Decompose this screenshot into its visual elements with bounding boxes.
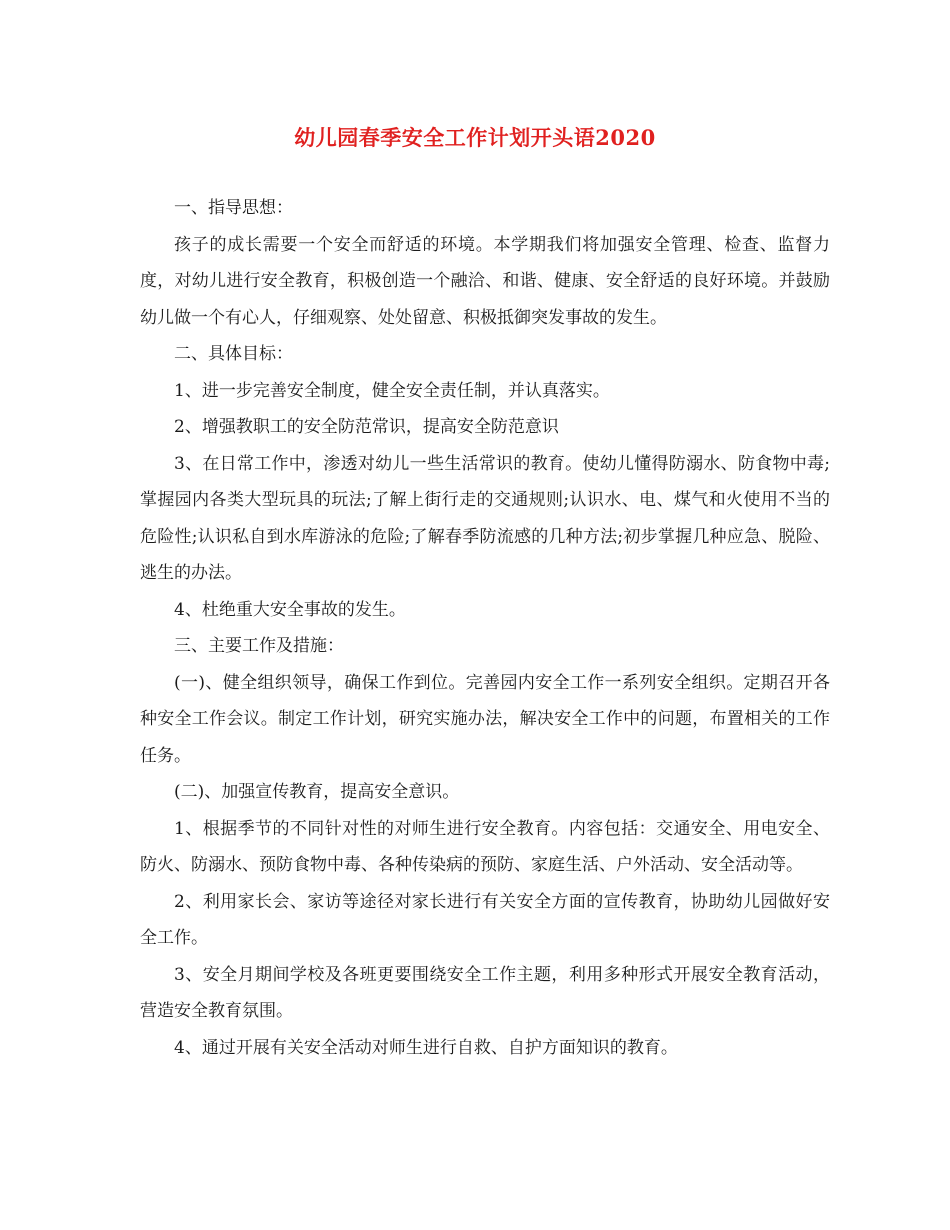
document-title: 幼儿园春季安全工作计划开头语2020 bbox=[294, 125, 656, 150]
goal-item-4: 4、杜绝重大安全事故的发生。 bbox=[174, 599, 406, 620]
document-body bbox=[140, 190, 830, 1066]
publicity-item-2: 2、利用家长会、家访等途径对家长进行有关安全方面的宣传教育，协助幼儿园做好安全工作。 bbox=[140, 891, 830, 948]
section-heading-specific-goals: 二、具体目标： bbox=[174, 344, 293, 364]
subsection-heading-publicity: (二)、加强宣传教育，提高安全意识。 bbox=[174, 782, 460, 802]
paragraph-guiding-ideology: 孩子的成长需要一个安全而舒适的环境。本学期我们将加强安全管理、检查、监督力度，对幼儿进行安全教育，积极创造一个融洽、和谐、健康、安全舒适的良好环境。并鼓励幼儿做一个有心人，仔细观察、处处留意、积极抵御突发事故的发生。 bbox=[140, 234, 830, 328]
section-heading-main-work: 三、主要工作及措施： bbox=[174, 636, 344, 656]
measure-paragraph-1: (一)、健全组织领导，确保工作到位。完善园内安全工作一系列安全组织。定期召开各种安全工作会议。制定工作计划，研究实施办法，解决安全工作中的问题，布置相关的工作任务。 bbox=[140, 672, 830, 766]
goal-item-1: 1、进一步完善安全制度，健全安全责任制，并认真落实。 bbox=[174, 380, 610, 401]
publicity-item-3: 3、安全月期间学校及各班更要围绕安全工作主题，利用多种形式开展安全教育活动，营造安全教育氛围。 bbox=[140, 964, 830, 1021]
goal-item-3: 3、在日常工作中，渗透对幼儿一些生活常识的教育。使幼儿懂得防溺水、防食物中毒;掌握园内各类大型玩具的玩法;了解上街行走的交通规则;认识水、电、煤气和火使用不当的危险性;认识私自到水库游泳的危险;了解春季防流感的几种方法;初步掌握几种应急、脱险、逃生的办法。 bbox=[140, 453, 830, 583]
publicity-item-1: 1、根据季节的不同针对性的对师生进行安全教育。内容包括：交通安全、用电安全、防火、防溺水、预防食物中毒、各种传染病的预防、家庭生活、户外活动、安全活动等。 bbox=[140, 818, 830, 875]
section-heading-guiding-ideology: 一、指导思想： bbox=[174, 198, 293, 218]
goal-item-2: 2、增强教职工的安全防范常识，提高安全防范意识 bbox=[174, 417, 559, 437]
publicity-item-4: 4、通过开展有关安全活动对师生进行自救、自护方面知识的教育。 bbox=[174, 1037, 678, 1058]
